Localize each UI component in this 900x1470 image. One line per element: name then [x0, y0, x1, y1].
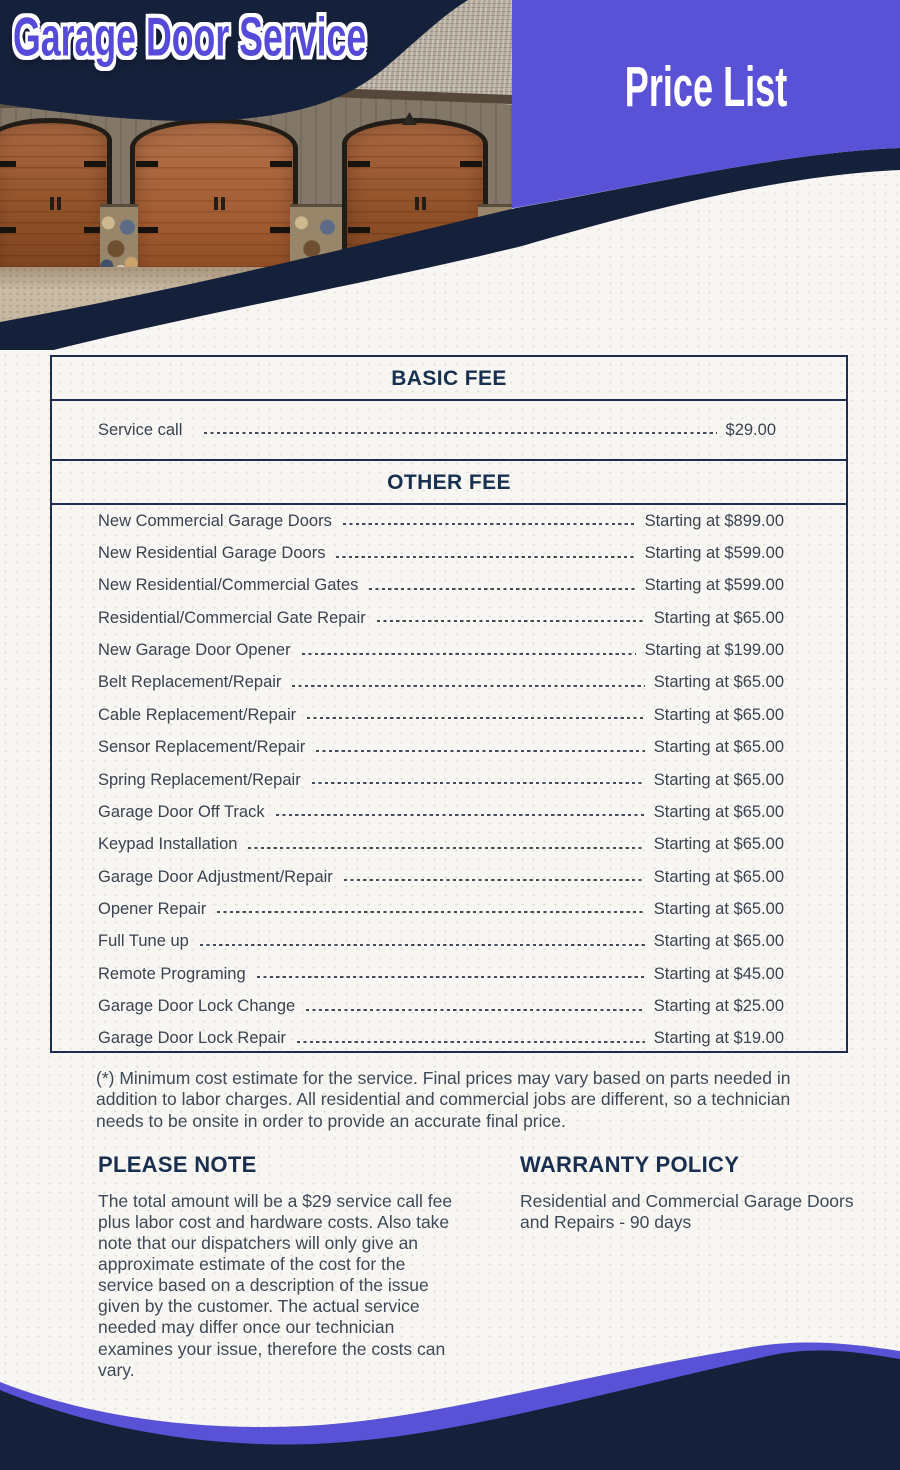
fee-row	[52, 667, 846, 699]
fee-row	[52, 990, 846, 1022]
fee-row	[52, 537, 846, 569]
fee-label: Garage Door Adjustment/Repair	[98, 867, 333, 886]
price-table	[50, 355, 848, 1053]
fee-price: Starting at $65.00	[653, 705, 784, 724]
dashed-leader	[307, 717, 645, 719]
warranty-body: Residential and Commercial Garage Doors and Repairs - 90 days	[520, 1191, 854, 1233]
fee-price: Starting at $65.00	[653, 835, 784, 854]
fee-price: Starting at $45.00	[653, 964, 784, 983]
fee-price: Starting at $65.00	[653, 802, 784, 821]
fee-row	[52, 796, 846, 828]
footer-wave-shapes	[0, 1320, 900, 1470]
fee-row	[52, 505, 846, 537]
fee-row	[52, 861, 846, 893]
fee-price: Starting at $65.00	[653, 738, 784, 757]
fee-row	[52, 764, 846, 796]
fee-label: Garage Door Lock Change	[98, 997, 296, 1016]
dashed-leader	[336, 556, 635, 558]
header	[0, 0, 900, 350]
fee-row	[52, 893, 846, 925]
dashed-leader	[312, 782, 645, 784]
fee-price: Starting at $65.00	[653, 932, 784, 951]
fee-price: Starting at $599.00	[644, 576, 784, 595]
fee-label: Remote Programing	[98, 964, 246, 983]
page-title: Price List	[624, 56, 788, 119]
dashed-leader	[276, 814, 645, 816]
fee-row	[52, 401, 846, 461]
fee-price: Starting at $65.00	[653, 770, 784, 789]
fee-label: Residential/Commercial Gate Repair	[98, 608, 366, 627]
navy-diagonal-band	[0, 148, 900, 350]
fee-label: New Garage Door Opener	[98, 641, 291, 660]
fee-row	[52, 926, 846, 958]
fee-price: Starting at $65.00	[653, 867, 784, 886]
dashed-leader	[302, 653, 636, 655]
dashed-leader	[248, 847, 644, 849]
warranty-section	[520, 1152, 868, 1233]
fee-price: Starting at $65.00	[653, 673, 784, 692]
dashed-leader	[204, 432, 716, 434]
fee-price: Starting at $19.00	[653, 1029, 784, 1048]
fee-price: $29.00	[725, 420, 776, 439]
fee-label: Sensor Replacement/Repair	[98, 738, 306, 757]
other-fee-list	[52, 505, 846, 1055]
fee-label: New Residential/Commercial Gates	[98, 576, 359, 595]
dashed-leader	[377, 620, 645, 622]
fee-price: Starting at $599.00	[644, 544, 784, 563]
fee-label: Garage Door Lock Repair	[98, 1029, 287, 1048]
fee-label: Keypad Installation	[98, 835, 238, 854]
dashed-leader	[257, 976, 645, 978]
fee-row	[52, 958, 846, 990]
fee-label: Cable Replacement/Repair	[98, 705, 297, 724]
dashed-leader	[344, 879, 645, 881]
fee-price: Starting at $199.00	[644, 641, 784, 660]
please-note-heading: PLEASE NOTE	[98, 1152, 257, 1177]
fee-price: Starting at $899.00	[644, 511, 784, 530]
fee-price: Starting at $65.00	[653, 608, 784, 627]
warranty-heading: WARRANTY POLICY	[520, 1152, 740, 1177]
fee-label: Belt Replacement/Repair	[98, 673, 282, 692]
dashed-leader	[217, 911, 645, 913]
fee-label: Full Tune up	[98, 932, 189, 951]
fee-label: Opener Repair	[98, 899, 207, 918]
fee-row	[52, 699, 846, 731]
fee-row	[52, 602, 846, 634]
fee-row	[52, 1023, 846, 1055]
other-fee-heading: OTHER FEE	[52, 461, 846, 505]
fee-row	[52, 732, 846, 764]
fee-label: New Commercial Garage Doors	[98, 511, 332, 530]
dashed-leader	[369, 588, 635, 590]
disclaimer-note: (*) Minimum cost estimate for the service. Final prices may vary based on parts needed in addition to labor charges. All residential and commercial jobs are different, so a technician needs to be onsite in order to provide an accurate final price.	[96, 1068, 791, 1131]
logo: Garage Door Service	[13, 6, 367, 68]
dashed-leader	[200, 944, 645, 946]
dashed-leader	[343, 523, 636, 525]
dashed-leader	[306, 1009, 645, 1011]
fee-label: New Residential Garage Doors	[98, 544, 326, 563]
basic-fee-heading: BASIC FEE	[52, 357, 846, 401]
dashed-leader	[292, 685, 644, 687]
fee-label: Garage Door Off Track	[98, 802, 265, 821]
fee-row	[52, 570, 846, 602]
fee-row	[52, 829, 846, 861]
please-note-body: The total amount will be a $29 service call fee plus labor cost and hardware costs. Also take note that our dispatchers will only give an approximate estimate of the cost for the service based on a description of the issue given by the customer. The actual service needed may differ once our technician examines your issue, therefore the costs can vary.	[98, 1191, 453, 1380]
dashed-leader	[316, 750, 644, 752]
fee-label: Service call	[98, 420, 183, 439]
fee-label: Spring Replacement/Repair	[98, 770, 301, 789]
fee-price: Starting at $25.00	[653, 997, 784, 1016]
fee-row	[52, 634, 846, 666]
fee-price: Starting at $65.00	[653, 899, 784, 918]
dashed-leader	[297, 1041, 645, 1043]
